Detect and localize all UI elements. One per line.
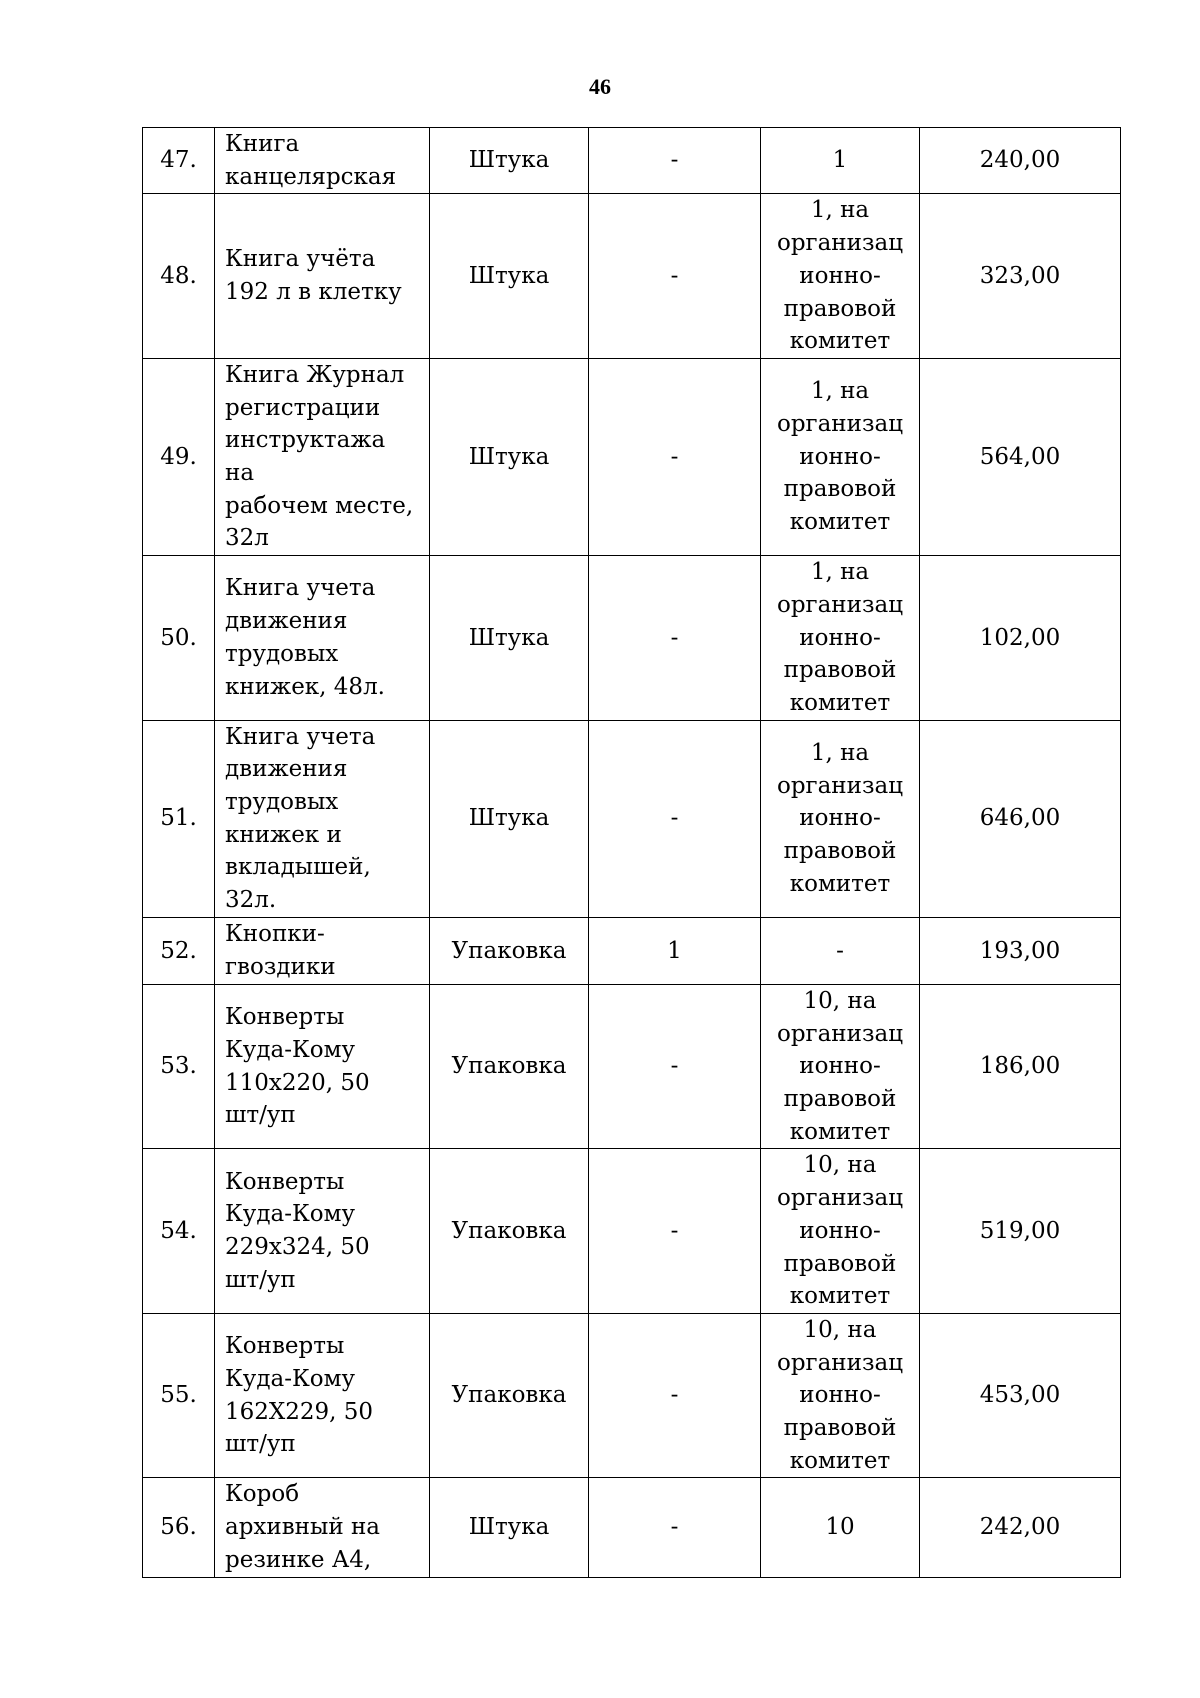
unit-cell: Штука	[430, 358, 589, 555]
unit-cell: Штука	[430, 194, 589, 359]
quantity-a-cell: -	[589, 984, 761, 1149]
quantity-a-cell: -	[589, 358, 761, 555]
row-number-cell: 53.	[143, 984, 215, 1149]
quantity-a-cell: -	[589, 1478, 761, 1577]
row-number-cell: 54.	[143, 1149, 215, 1314]
price-cell: 564,00	[920, 358, 1121, 555]
row-number-cell: 55.	[143, 1313, 215, 1478]
items-table	[142, 127, 1121, 1578]
price-cell: 193,00	[920, 917, 1121, 984]
quantity-a-cell: 1	[589, 917, 761, 984]
table-row	[143, 194, 1121, 359]
row-number-cell: 49.	[143, 358, 215, 555]
item-name-cell: Конверты Куда-Кому 110х220, 50 шт/уп	[215, 984, 430, 1149]
unit-cell: Штука	[430, 556, 589, 721]
table-row	[143, 1478, 1121, 1577]
page-number: 46	[589, 74, 611, 99]
price-cell: 453,00	[920, 1313, 1121, 1478]
quantity-b-cell: 1, на организац ионно- правовой комитет	[761, 556, 920, 721]
row-number-cell: 50.	[143, 556, 215, 721]
unit-cell: Упаковка	[430, 917, 589, 984]
unit-cell: Штука	[430, 720, 589, 917]
unit-cell: Упаковка	[430, 984, 589, 1149]
item-name-cell: Книга учета движения трудовых книжек и вкладышей, 32л.	[215, 720, 430, 917]
quantity-b-cell: 10	[761, 1478, 920, 1577]
row-number-cell: 48.	[143, 194, 215, 359]
quantity-a-cell: -	[589, 1313, 761, 1478]
quantity-b-cell: 10, на организац ионно- правовой комитет	[761, 1313, 920, 1478]
quantity-b-cell: 1	[761, 128, 920, 194]
price-cell: 519,00	[920, 1149, 1121, 1314]
price-cell: 323,00	[920, 194, 1121, 359]
unit-cell: Упаковка	[430, 1313, 589, 1478]
table-row	[143, 358, 1121, 555]
item-name-cell: Книга учёта 192 л в клетку	[215, 194, 430, 359]
item-name-cell: Книга учета движения трудовых книжек, 48л.	[215, 556, 430, 721]
row-number-cell: 51.	[143, 720, 215, 917]
quantity-b-cell: 1, на организац ионно- правовой комитет	[761, 358, 920, 555]
item-name-cell: Конверты Куда-Кому 229х324, 50 шт/уп	[215, 1149, 430, 1314]
table-row	[143, 984, 1121, 1149]
price-cell: 242,00	[920, 1478, 1121, 1577]
table-row	[143, 917, 1121, 984]
unit-cell: Штука	[430, 128, 589, 194]
quantity-b-cell: -	[761, 917, 920, 984]
quantity-a-cell: -	[589, 556, 761, 721]
price-cell: 186,00	[920, 984, 1121, 1149]
unit-cell: Упаковка	[430, 1149, 589, 1314]
quantity-b-cell: 10, на организац ионно- правовой комитет	[761, 984, 920, 1149]
quantity-a-cell: -	[589, 1149, 761, 1314]
row-number-cell: 47.	[143, 128, 215, 194]
table-row	[143, 1313, 1121, 1478]
table-row	[143, 720, 1121, 917]
quantity-a-cell: -	[589, 128, 761, 194]
item-name-cell: Конверты Куда-Кому 162Х229, 50 шт/уп	[215, 1313, 430, 1478]
table-row	[143, 556, 1121, 721]
quantity-b-cell: 1, на организац ионно- правовой комитет	[761, 720, 920, 917]
quantity-b-cell: 1, на организац ионно- правовой комитет	[761, 194, 920, 359]
unit-cell: Штука	[430, 1478, 589, 1577]
table-row	[143, 128, 1121, 194]
quantity-a-cell: -	[589, 720, 761, 917]
quantity-b-cell: 10, на организац ионно- правовой комитет	[761, 1149, 920, 1314]
item-name-cell: Книга Журнал регистрации инструктажа на рабочем месте, 32л	[215, 358, 430, 555]
table-row	[143, 1149, 1121, 1314]
price-cell: 646,00	[920, 720, 1121, 917]
quantity-a-cell: -	[589, 194, 761, 359]
price-cell: 102,00	[920, 556, 1121, 721]
item-name-cell: Книга канцелярская	[215, 128, 430, 194]
row-number-cell: 56.	[143, 1478, 215, 1577]
item-name-cell: Короб архивный на резинке А4,	[215, 1478, 430, 1577]
price-cell: 240,00	[920, 128, 1121, 194]
row-number-cell: 52.	[143, 917, 215, 984]
item-name-cell: Кнопки- гвоздики	[215, 917, 430, 984]
